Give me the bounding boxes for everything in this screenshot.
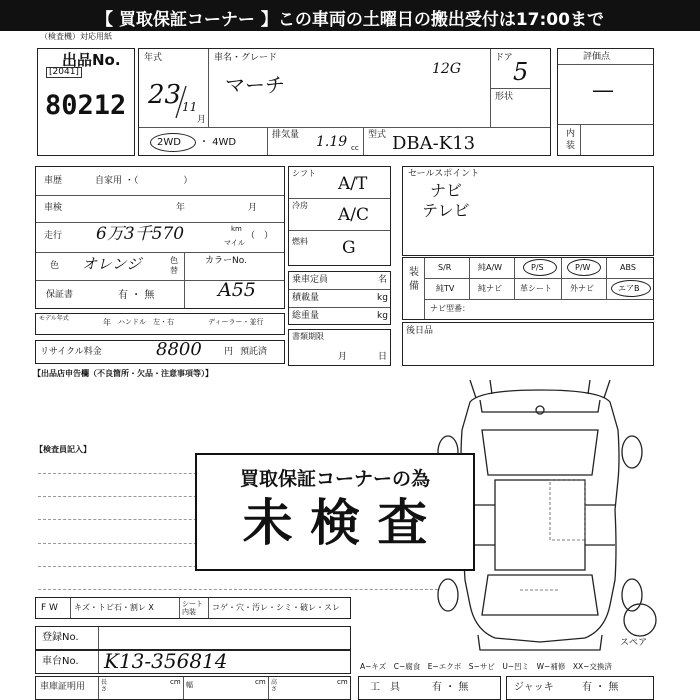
- jack-options: 有 ・ 無: [582, 682, 619, 693]
- equip-airbag: エアB: [618, 284, 640, 293]
- body-shape-label: 形状: [495, 92, 514, 102]
- car-name-value: マーチ: [225, 73, 285, 97]
- load-unit: kg: [377, 293, 388, 303]
- tools-label: 工 具: [370, 682, 400, 693]
- capacity-label: 乗車定員: [292, 275, 329, 285]
- color-value: オレンジ: [82, 255, 142, 273]
- mileage-value: 6万3千570: [96, 224, 185, 244]
- color-no-value: A55: [218, 279, 256, 301]
- inspector-notes-label: 【検査員記入】: [35, 445, 91, 454]
- car-grade: 12G: [432, 61, 461, 77]
- lot-number: 80212: [45, 90, 127, 121]
- equip-pure-aw: 純A/W: [478, 263, 503, 272]
- post-install-label: 後日品: [406, 326, 434, 336]
- chassis-value: K13-356814: [104, 649, 228, 673]
- fuel-value: G: [342, 238, 356, 258]
- repaint-label: 色替: [170, 256, 178, 275]
- overlay-line1: 買取保証コーナーの為: [239, 468, 430, 490]
- recycle-value: 8800: [156, 339, 202, 360]
- cert-label: 車庫証明用: [40, 682, 86, 692]
- warranty-options: 有 ・ 無: [118, 290, 155, 301]
- dealer-options: ディーラー・並行: [208, 318, 264, 326]
- tools-options: 有 ・ 無: [432, 682, 469, 693]
- seat-text: コゲ・穴・汚レ・シミ・破レ・スレ: [212, 603, 340, 612]
- doc-expiry-month: 月: [338, 352, 348, 362]
- displacement-label: 排気量: [272, 130, 300, 140]
- model-year-label: モデル年式: [39, 315, 69, 322]
- year-month-unit: 月: [197, 115, 207, 125]
- capacity-unit: 名: [378, 275, 388, 285]
- cert-height-unit: cm: [337, 678, 348, 686]
- four-wd: ・ 4WD: [199, 137, 237, 148]
- recycle-label: リサイクル料金: [40, 347, 102, 357]
- gross-label: 総重量: [292, 311, 320, 321]
- doc-expiry-label: 書類期限: [292, 332, 324, 341]
- seller-notes-label: 【出品店申告欄（不良箇所・欠品・注意事項等）】: [33, 369, 213, 378]
- lot-label: 出品No.: [62, 51, 121, 69]
- damage-legend: A−キズ C−腐食 E−エクボ S−サビ U−凹ミ W−補修 XX−交換済: [360, 662, 612, 671]
- aircon-label: 冷房: [292, 201, 308, 210]
- history-options: 自家用 ・（ ）: [95, 176, 193, 186]
- evaluation-label: 評価点: [583, 52, 611, 62]
- handle-options: ハンドル 左・右: [118, 318, 174, 326]
- equip-leather: 革シート: [520, 284, 552, 293]
- warranty-label: 保証書: [46, 290, 74, 300]
- inspection-label: 車検: [44, 203, 63, 213]
- fuel-label: 燃料: [292, 237, 308, 246]
- equipment-label: 装備: [409, 267, 419, 292]
- inspection-month-unit: 月: [248, 203, 258, 213]
- sales-point-line2: テレビ: [422, 201, 470, 220]
- shift-label: シフト: [292, 169, 316, 178]
- sales-point-label: セールスポイント: [408, 169, 480, 179]
- equip-pure-navi: 純ナビ: [478, 284, 502, 293]
- navi-model-label: ナビ型番：: [430, 304, 470, 313]
- overlay-line2: 未 検 査: [242, 494, 428, 552]
- displacement-value: 1.19: [316, 134, 348, 150]
- color-label: 色: [50, 261, 60, 271]
- cert-width: 幅: [186, 681, 193, 689]
- registration-box: [35, 626, 351, 650]
- load-label: 積載量: [292, 293, 320, 303]
- equip-abs: ABS: [620, 263, 636, 272]
- interior-label: 内装: [566, 129, 576, 151]
- doors-label: ドア: [495, 53, 513, 63]
- shift-value: A/T: [338, 174, 368, 194]
- post-install-box: [402, 322, 654, 366]
- equip-ext-navi: 外ナビ: [570, 284, 594, 293]
- aircon-value: A/C: [338, 205, 370, 225]
- year-value: 23: [148, 80, 182, 110]
- spare-label: スペア: [620, 638, 648, 648]
- equip-sr: S/R: [438, 263, 452, 272]
- doors-value: 5: [513, 58, 529, 86]
- history-label: 車歴: [44, 176, 63, 186]
- cert-width-unit: cm: [255, 678, 266, 686]
- mileage-label: 走行: [44, 231, 63, 241]
- cert-height: 高さ: [271, 679, 278, 693]
- two-wd: 2WD: [157, 137, 181, 148]
- equip-pw: P/W: [575, 263, 591, 272]
- registration-label: 登録No.: [42, 632, 79, 643]
- lot-small-code: [2041]: [46, 67, 82, 78]
- mileage-unit-mile: マイル: [224, 239, 245, 247]
- evaluation-value: —: [592, 78, 614, 103]
- displacement-unit: cc: [351, 144, 359, 152]
- color-no-label: カラーNo.: [205, 256, 247, 266]
- inspection-year-unit: 年: [176, 203, 186, 213]
- doc-expiry-day: 日: [378, 352, 388, 362]
- cert-length-unit: cm: [170, 678, 181, 686]
- year-slash: [174, 84, 188, 120]
- sales-point-line1: ナビ: [430, 181, 463, 200]
- model-year-unit: 年: [103, 318, 111, 327]
- mileage-unit-km: km: [231, 225, 242, 233]
- gross-unit: kg: [377, 311, 388, 321]
- car-name-label: 車名・グレード: [214, 53, 278, 63]
- cert-length: 長さ: [101, 679, 108, 693]
- equip-pure-tv: 純TV: [436, 284, 455, 293]
- model-type-label: 型式: [368, 130, 387, 140]
- fw-text: キズ・トビ石・割レ X: [74, 603, 154, 612]
- jack-label: ジャッキ: [514, 682, 554, 693]
- seat-label: シート内装: [182, 600, 203, 616]
- fw-label: F W: [41, 603, 58, 613]
- recycle-deposited: 預託済: [240, 347, 268, 357]
- year-month: 11: [182, 100, 198, 114]
- equip-ps: P/S: [531, 263, 544, 272]
- chassis-label: 車台No.: [42, 656, 79, 667]
- sheet-subtitle: （検査機）対応用紙: [40, 32, 112, 41]
- mileage-paren: （ ）: [246, 231, 274, 241]
- recycle-unit: 円: [224, 347, 234, 357]
- model-type-value: DBA-K13: [392, 133, 476, 154]
- header-banner-text: 【 買取保証コーナー 】この車両の土曜日の搬出受付は17:00まで: [96, 10, 604, 30]
- year-label: 年式: [144, 53, 163, 63]
